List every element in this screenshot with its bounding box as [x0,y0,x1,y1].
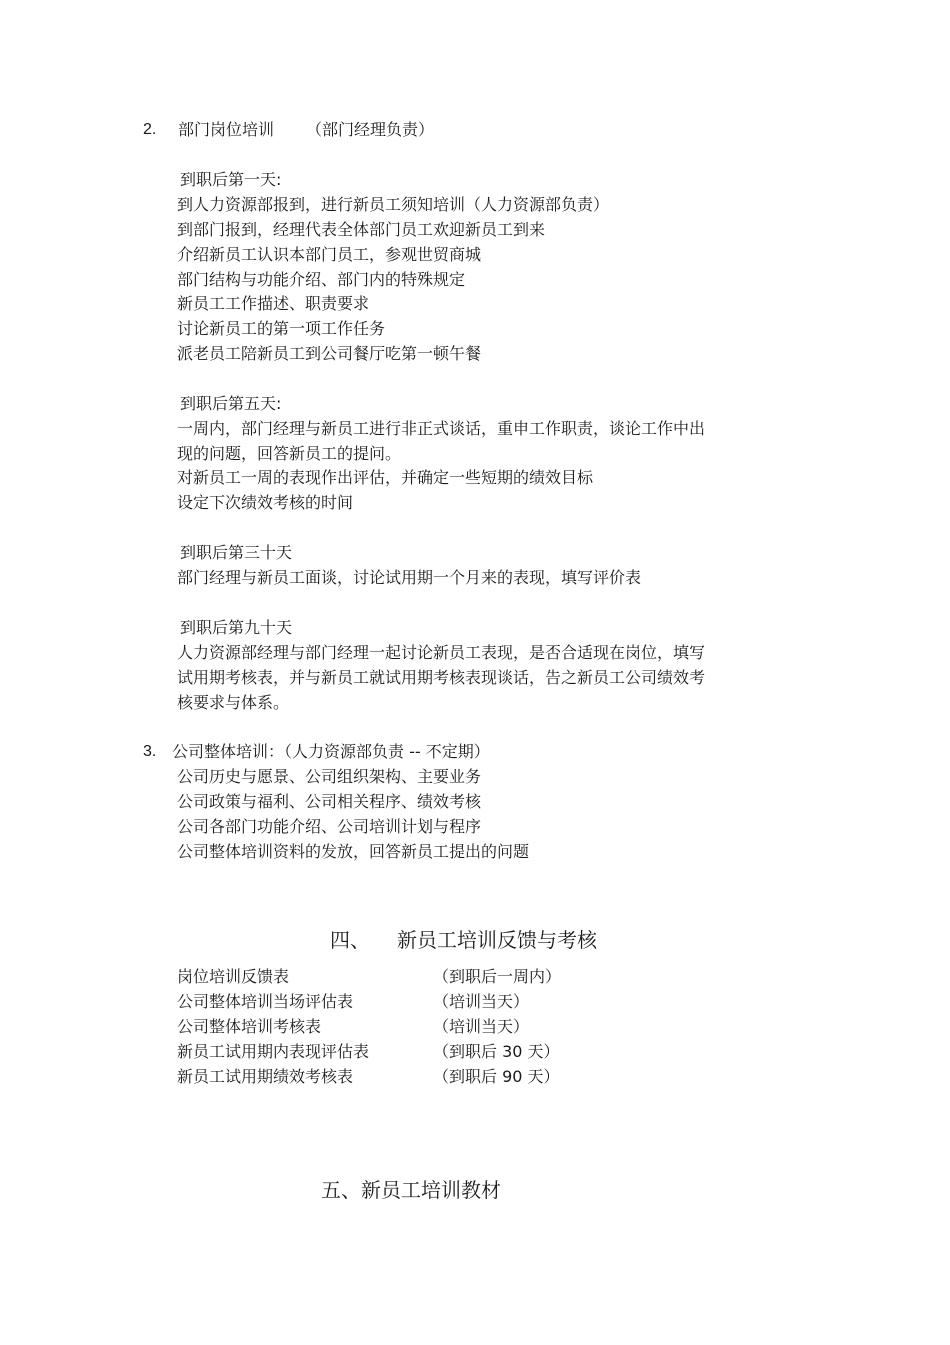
form-timing: （到职后一周内） [433,967,562,986]
section-3-item: 公司各部门功能介绍、公司培训计划与程序 [177,817,482,836]
day5-item: 设定下次绩效考核的时间 [177,493,354,512]
day1-item: 新员工工作描述、职责要求 [177,294,370,313]
day5-item: 一周内，部门经理与新员工进行非正式谈话，重申工作职责，谈论工作中出 [177,419,706,438]
day5-item: 对新员工一周的表现作出评估，并确定一些短期的绩效目标 [177,468,594,487]
day1-item: 讨论新员工的第一项工作任务 [177,319,386,338]
form-name: 公司整体培训当场评估表 [177,992,354,1011]
section-5-heading: 五、新员工培训教材 [321,1178,501,1202]
section-3-number: 3. [143,743,157,760]
section-2-note: （部门经理负责） [306,120,435,139]
day5-heading: 到职后第五天: [180,394,282,413]
form-timing: （到职后 90 天） [433,1067,560,1086]
section-3-item: 公司整体培训资料的发放，回答新员工提出的问题 [177,842,530,861]
section-3-item: 公司历史与愿景、公司组织架构、主要业务 [177,767,482,786]
section-4-heading-number: 四、 [330,928,370,952]
day1-heading: 到职后第一天: [180,170,282,189]
day1-item: 部门结构与功能介绍、部门内的特殊规定 [177,270,466,289]
form-name: 公司整体培训考核表 [177,1017,322,1036]
day90-item: 核要求与体系。 [177,693,290,712]
section-4-heading: 新员工培训反馈与考核 [397,928,597,952]
form-timing: （到职后 30 天） [433,1042,560,1061]
day90-heading: 到职后第九十天 [180,618,293,637]
day5-item: 现的问题，回答新员工的提问。 [177,444,402,463]
day1-item: 派老员工陪新员工到公司餐厅吃第一顿午餐 [177,344,482,363]
day90-item: 试用期考核表，并与新员工就试用期考核表现谈话，告之新员工公司绩效考 [177,668,706,687]
form-name: 新员工试用期内表现评估表 [177,1042,370,1061]
form-name: 新员工试用期绩效考核表 [177,1067,354,1086]
day90-item: 人力资源部经理与部门经理一起讨论新员工表现，是否合适现在岗位，填写 [177,643,706,662]
day1-item: 到部门报到，经理代表全体部门员工欢迎新员工到来 [177,220,546,239]
form-timing: （培训当天） [433,1017,530,1036]
day30-heading: 到职后第三十天 [180,543,293,562]
day30-item: 部门经理与新员工面谈，讨论试用期一个月来的表现，填写评价表 [177,568,642,587]
section-2-title: 部门岗位培训 [178,120,275,139]
section-3-item: 公司政策与福利、公司相关程序、绩效考核 [177,792,482,811]
form-timing: （培训当天） [433,992,530,1011]
day1-item: 介绍新员工认识本部门员工，参观世贸商城 [177,245,482,264]
form-name: 岗位培训反馈表 [177,967,290,986]
day1-item: 到人力资源部报到，进行新员工须知培训（人力资源部负责） [177,195,610,214]
section-2-number: 2. [143,121,157,138]
section-3-title: 公司整体培训：（人力资源部负责 -- 不定期） [172,742,490,761]
